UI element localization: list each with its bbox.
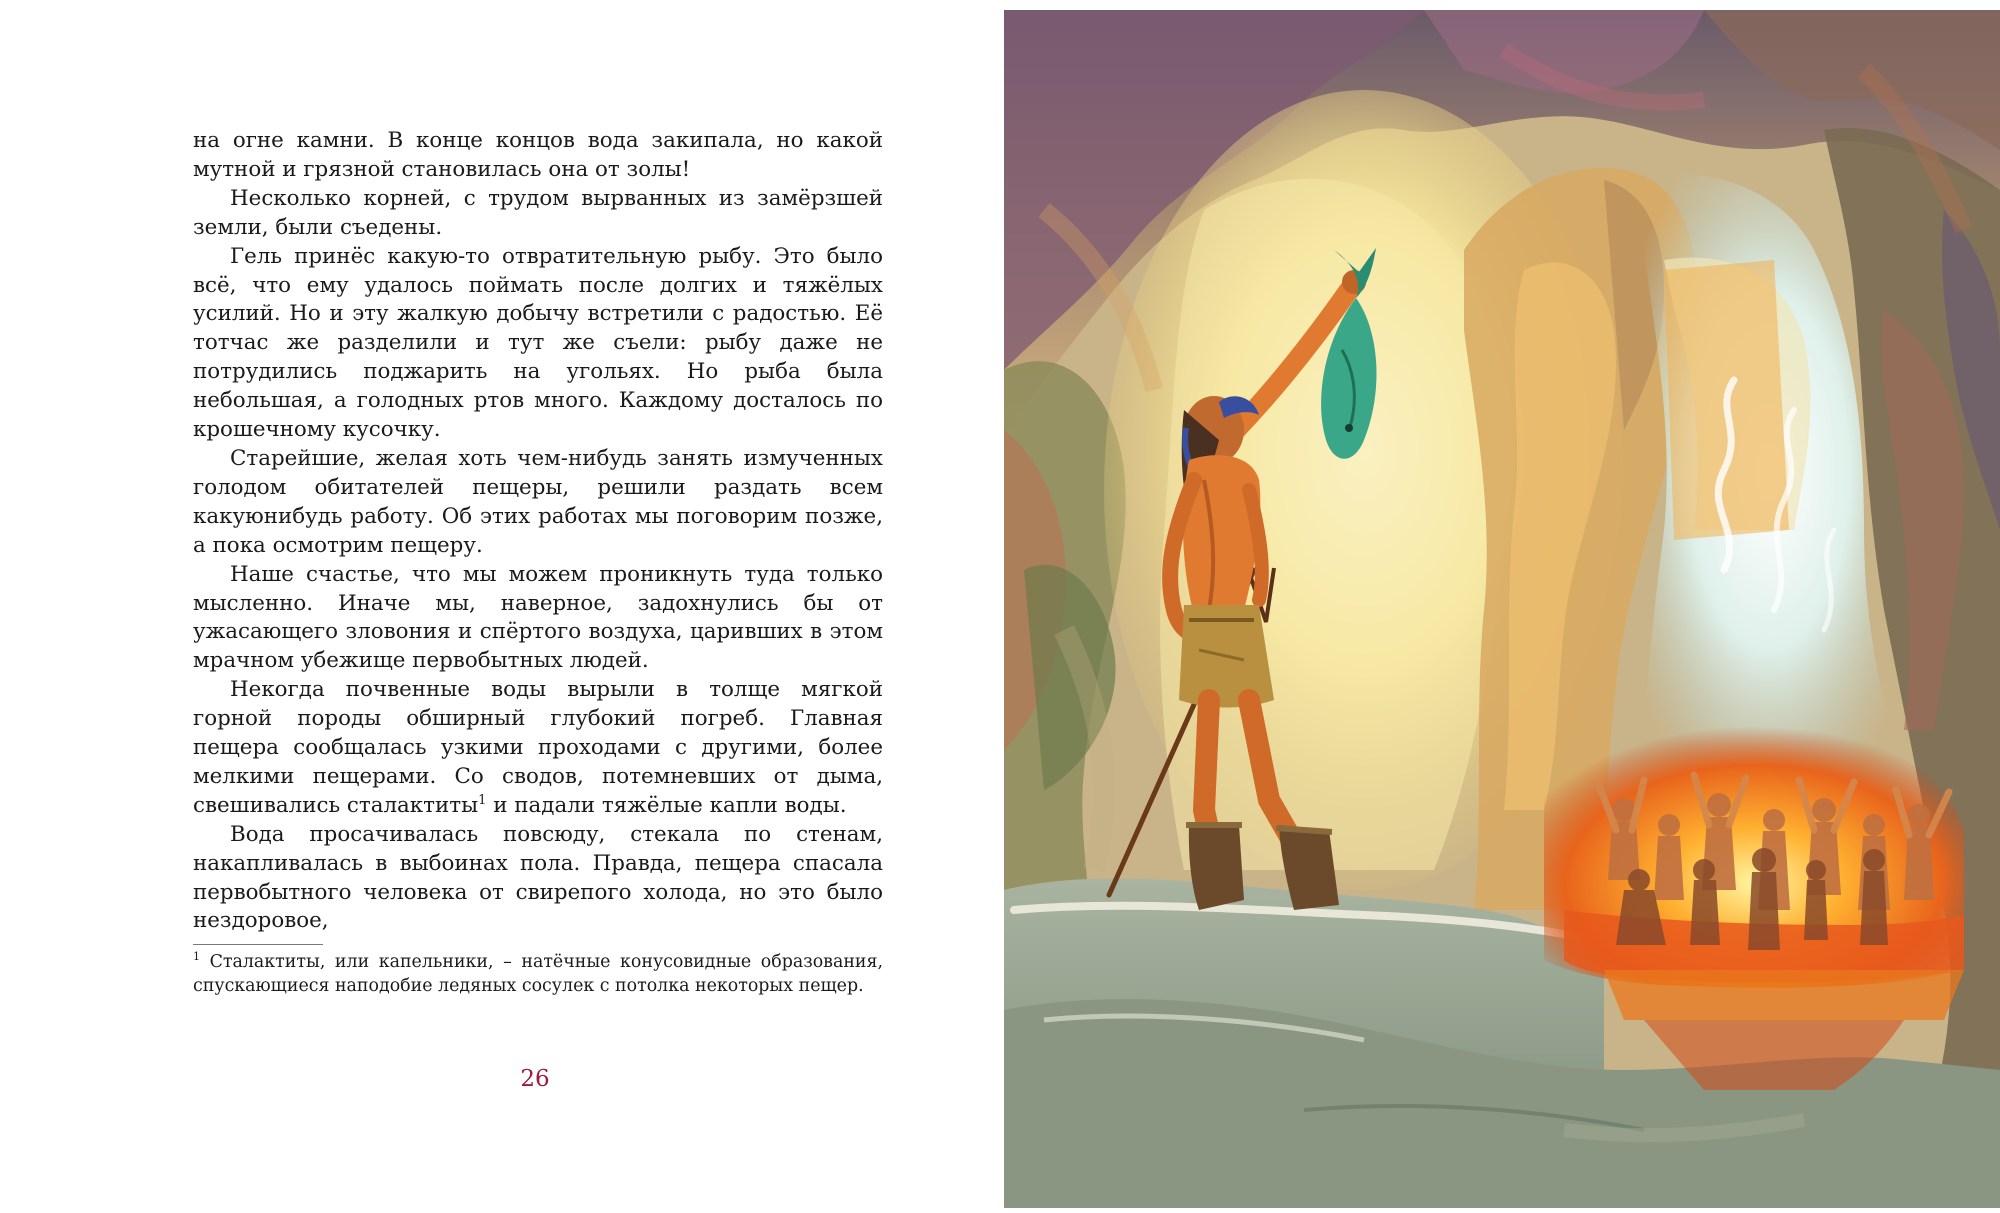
- paragraph-5: Наше счастье, что мы можем проникнуть туда только мысленно. Иначе мы, наверное, задохнулись бы от ужасающего зловония и спёртого воздуха, царивших в этом мрачном убежище первобытных людей.: [193, 561, 883, 674]
- paragraph-2: Несколько корней, с трудом вырванных из замёрзшей земли, были съедены.: [193, 185, 883, 240]
- paragraph-6-text-before: Некогда почвенные воды вырыли в толще мягкой горной породы обширный глубокий погреб. Главная пещера сообщалась узкими проходами с другими, более мелкими пещерами. Со сводов, потемневших от дыма, свешивались сталактиты: [193, 677, 883, 818]
- paragraph-3: Гель принёс какую-то отвратительную рыбу. Это было всё, что ему удалось поймать после долгих и тяжёлых усилий. Но и эту жалкую добычу встретили с радостью. Её тотчас же разделили и тут же съели: рыбу даже не потрудились поджарить на угольях. Но рыба была небольшая, а голодных ртов много. Каждому досталось по крошечному кусочку.: [193, 243, 883, 443]
- cave-illustration: [1004, 10, 2000, 1208]
- footnote-text: Сталактиты, или капельники, – натёчные конусовидные образования, спускающиеся наподобие ледяных сосулек с потолка некоторых пещер.: [193, 952, 883, 996]
- footnote-mark: 1: [193, 950, 200, 964]
- cave-illustration-art: [1004, 10, 2000, 1208]
- footnote: [193, 951, 883, 998]
- paragraph-1: на огне камни. В конце концов вода закипала, но какой мутной и грязной становилась она от золы!: [193, 128, 883, 182]
- footnote-reference[interactable]: 1: [478, 792, 487, 808]
- page-number: 26: [520, 1066, 550, 1092]
- paragraph-7: Вода просачивалась повсюду, стекала по стенам, накапливалась в выбоинах пола. Правда, пещера спасала первобытного человека от свирепого холода, но это было нездоровое,: [193, 821, 883, 934]
- paragraph-6: [193, 676, 883, 821]
- body-text: [193, 127, 883, 936]
- paragraph-6-text-after: и падали тяжёлые капли воды.: [486, 792, 847, 818]
- footnote-divider: [193, 944, 323, 945]
- paragraph-4: Старейшие, желая хоть чем-нибудь занять измученных голодом обитателей пещеры, решили раздать всем какуюнибудь работу. Об этих работах мы поговорим позже, а пока осмотрим пещеру.: [193, 445, 883, 558]
